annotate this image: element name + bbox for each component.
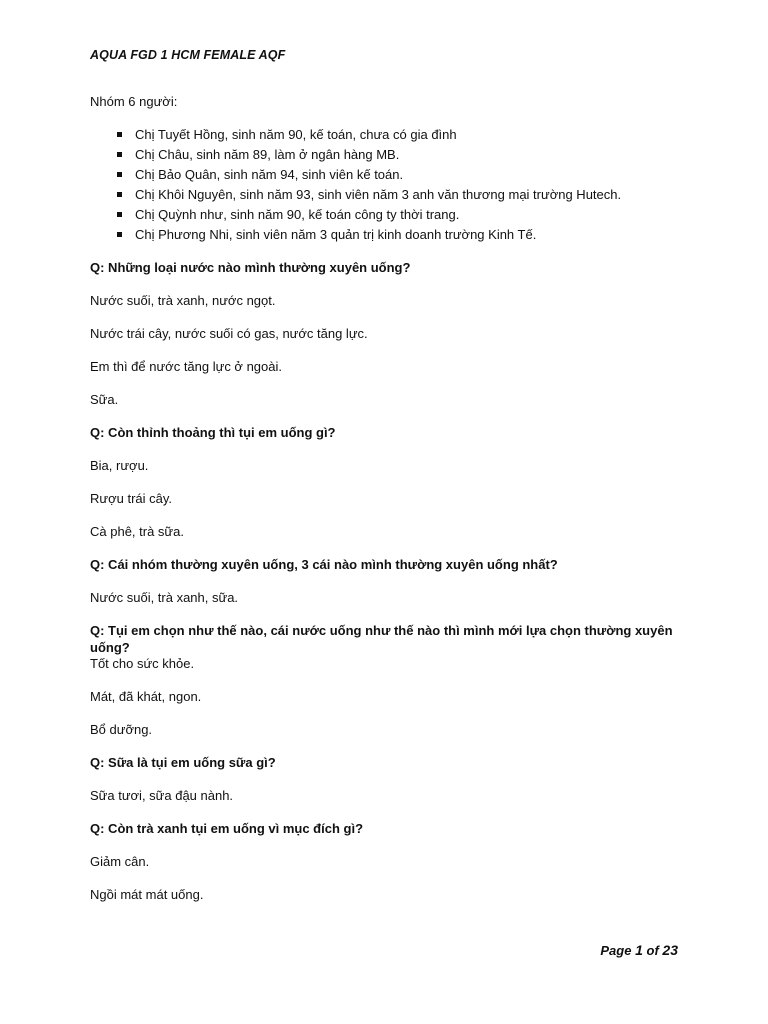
- participant-list: [90, 126, 621, 246]
- list-item: [90, 206, 621, 226]
- answer-line: Ngồi mát mát uống.: [90, 887, 204, 902]
- group-heading: Nhóm 6 người:: [90, 94, 178, 109]
- square-bullet-icon: [117, 232, 122, 237]
- participant-text: Chị Tuyết Hồng, sinh năm 90, kế toán, chưa có gia đình: [135, 127, 457, 142]
- list-item: [90, 186, 621, 206]
- answer-line: Cà phê, trà sữa.: [90, 524, 184, 539]
- question-line: Q: Tụi em chọn như thế nào, cái nước uống như thế nào thì mình mới lựa chọn thường xuyên uống?: [90, 623, 673, 655]
- answer-line: Giảm cân.: [90, 854, 150, 869]
- question-line: Q: Còn thỉnh thoảng thì tụi em uống gì?: [90, 425, 336, 440]
- question-line: Q: Cái nhóm thường xuyên uống, 3 cái nào mình thường xuyên uống nhất?: [90, 557, 558, 572]
- list-item: [90, 146, 621, 166]
- answer-line: Nước trái cây, nước suối có gas, nước tăng lực.: [90, 326, 368, 341]
- page-word: Page: [600, 943, 632, 958]
- answer-line: Tốt cho sức khỏe.: [90, 656, 195, 671]
- question-line: Q: Sữa là tụi em uống sữa gì?: [90, 755, 276, 770]
- answer-line: Em thì để nước tăng lực ở ngoài.: [90, 359, 282, 374]
- answer-line: Sữa tươi, sữa đậu nành.: [90, 788, 234, 803]
- square-bullet-icon: [117, 172, 122, 177]
- square-bullet-icon: [117, 152, 122, 157]
- page-number-footer: [600, 942, 678, 958]
- qa-transcript: [90, 259, 710, 919]
- answer-line: Sữa.: [90, 392, 119, 407]
- question-line: Q: Những loại nước nào mình thường xuyên uống?: [90, 260, 411, 275]
- list-item: [90, 226, 621, 246]
- current-page-number: 1: [635, 942, 643, 958]
- square-bullet-icon: [117, 132, 122, 137]
- square-bullet-icon: [117, 212, 122, 217]
- answer-line: Bia, rượu.: [90, 458, 149, 473]
- answer-line: Nước suối, trà xanh, sữa.: [90, 590, 239, 605]
- participant-text: Chị Bảo Quân, sinh năm 94, sinh viên kế toán.: [135, 167, 404, 182]
- total-page-count: 23: [662, 942, 678, 958]
- list-item: [90, 126, 621, 146]
- square-bullet-icon: [117, 192, 122, 197]
- answer-line: Mát, đã khát, ngon.: [90, 689, 202, 704]
- question-line: Q: Còn trà xanh tụi em uống vì mục đích gì?: [90, 821, 364, 836]
- participant-text: Chị Quỳnh như, sinh năm 90, kế toán công ty thời trang.: [135, 207, 460, 222]
- participant-text: Chị Phương Nhi, sinh viên năm 3 quản trị kinh doanh trường Kinh Tế.: [135, 227, 537, 242]
- answer-line: Rượu trái cây.: [90, 491, 173, 506]
- answer-line: Bổ dưỡng.: [90, 722, 153, 737]
- answer-line: Nước suối, trà xanh, nước ngọt.: [90, 293, 276, 308]
- document-title: AQUA FGD 1 HCM FEMALE AQF: [90, 48, 286, 62]
- list-item: [90, 166, 621, 186]
- participant-text: Chị Khôi Nguyên, sinh năm 93, sinh viên năm 3 anh văn thương mại trường Hutech.: [135, 187, 622, 202]
- of-word: of: [646, 943, 659, 958]
- participant-text: Chị Châu, sinh năm 89, làm ở ngân hàng MB.: [135, 147, 400, 162]
